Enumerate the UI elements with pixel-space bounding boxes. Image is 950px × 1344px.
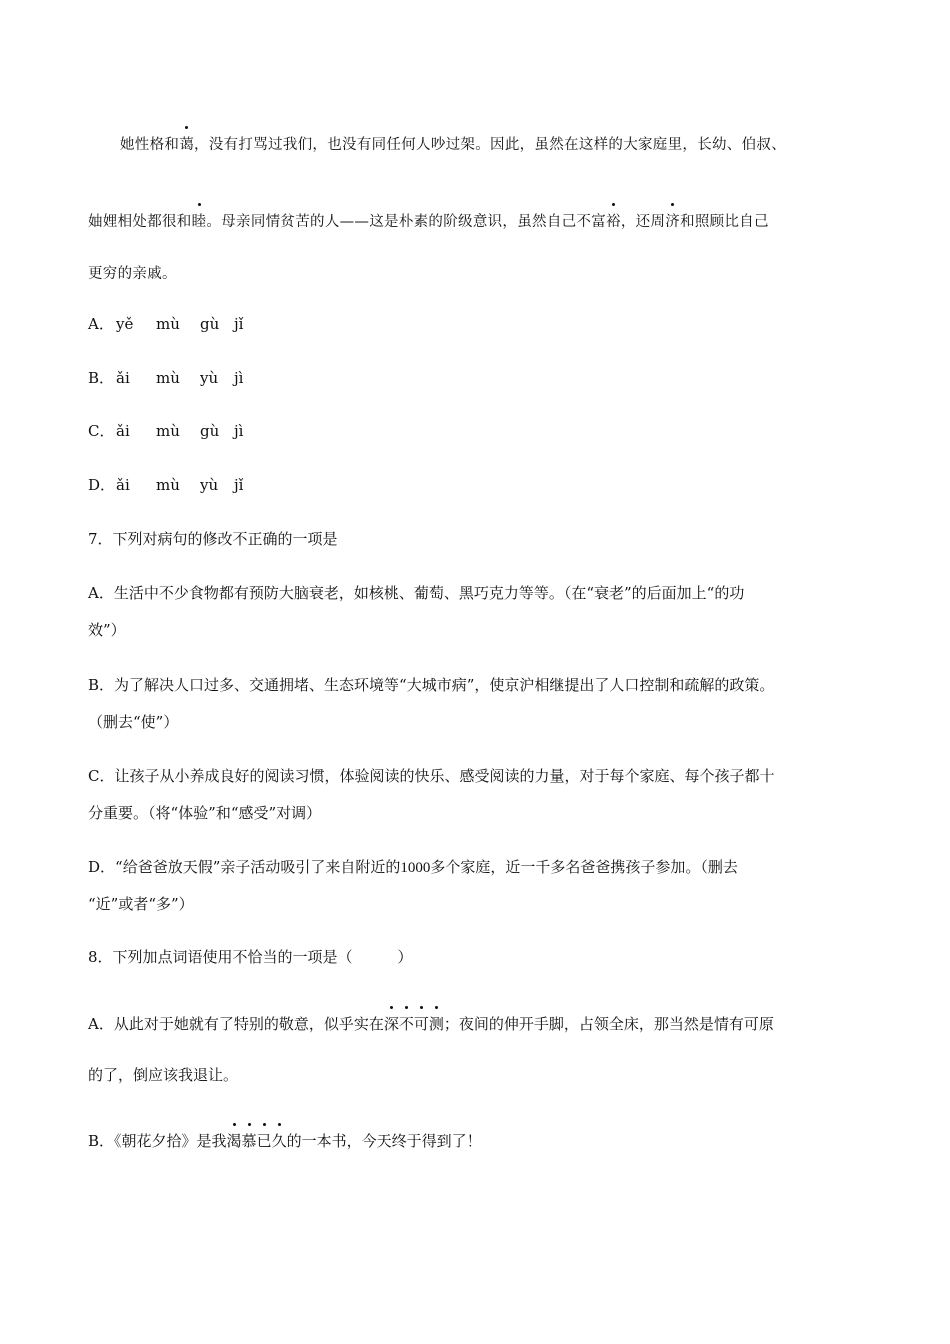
passage-text: 妯娌相处都很和 <box>88 214 192 230</box>
dotted-char: 蔼 <box>179 133 194 154</box>
option-letter: D． <box>88 476 116 494</box>
q7-option-c-line1: C．让孩子从小养成良好的阅读习惯，体验阅读的快乐、感受阅读的力量，对于每个家庭、每个孩子都十 <box>88 767 775 785</box>
passage-text: 。母亲同情贫苦的人——这是朴素的阶级意识，虽然自己不富 <box>206 214 607 230</box>
dotted-char: 慕 <box>241 1132 257 1150</box>
passage-line-1 <box>120 133 786 154</box>
passage-line-2 <box>88 210 769 231</box>
passage-text: ，没有打骂过我们，也没有同任何人吵过架。因此，虽然在这样的大家庭里，长幼、伯叔、 <box>194 137 787 153</box>
option-text: ；夜间的伸开手脚，占领全床，那当然是情有可原 <box>443 1015 774 1033</box>
option-text: A．从此对于她就有了特别的敬意，似乎实在 <box>88 1015 384 1033</box>
q7-option-a-line1: A．生活中不少食物都有预防大脑衰老，如核桃、葡萄、黑巧克力等等。（在“衰老”的后面加上“的功 <box>88 584 745 602</box>
number-text: 1000 <box>400 860 431 876</box>
q6-option-a <box>88 313 274 334</box>
q6-option-c <box>88 420 274 441</box>
q6-option-b <box>88 367 274 388</box>
option-letter: B． <box>88 369 115 387</box>
pinyin: jì <box>234 369 244 387</box>
pinyin: ǎi <box>116 422 130 440</box>
pinyin: mù <box>156 369 180 387</box>
pinyin: yù <box>200 476 219 494</box>
q8-stem: 8．下列加点词语使用不恰当的一项是（ ） <box>88 948 413 966</box>
passage-text: ，还周 <box>620 214 666 230</box>
option-text: D．“给爸爸放天假”亲子活动吸引了来自附近的 <box>88 858 401 876</box>
option-letter: A． <box>88 315 114 333</box>
pinyin: yě <box>116 315 134 333</box>
option-letter: C． <box>88 422 115 440</box>
pinyin: mù <box>156 476 180 494</box>
q7-option-b-line1: B．为了解决人口过多、交通拥堵、生态环境等“大城市病”，使京沪相继提出了人口控制和疏解的政策。 <box>88 676 775 694</box>
pinyin: jì <box>234 422 244 440</box>
dotted-char: 已 <box>256 1132 272 1150</box>
option-text: B．《朝花夕拾》是我 <box>88 1132 227 1150</box>
dotted-char: 深 <box>383 1015 399 1033</box>
pinyin: gù <box>200 422 220 440</box>
q7-option-a-line2: 效”） <box>88 621 126 639</box>
dotted-char: 测 <box>428 1015 444 1033</box>
q8-option-a-line1 <box>88 1013 774 1034</box>
q7-option-d-line2: “近”或者“多”） <box>88 895 194 913</box>
passage-text: 和照顾比自己 <box>680 214 769 230</box>
dotted-char: 久 <box>271 1132 287 1150</box>
q8-option-a-line2: 的了，倒应该我退让。 <box>88 1066 239 1084</box>
pinyin: jǐ <box>234 315 244 333</box>
pinyin: yù <box>200 369 219 387</box>
dotted-char: 裕 <box>606 210 621 231</box>
q7-option-d-line1 <box>88 856 738 877</box>
passage-text: 她性格和 <box>120 137 180 153</box>
q7-option-b-line2: （删去“使”） <box>88 713 179 731</box>
option-text: 多个家庭，近一千多名爸爸携孩子参加。（删去 <box>430 858 738 876</box>
dotted-char: 渴 <box>226 1132 242 1150</box>
dotted-char: 睦 <box>192 210 207 231</box>
q7-option-c-line2: 分重要。（将“体验”和“感受”对调） <box>88 804 322 822</box>
dotted-char: 不 <box>398 1015 414 1033</box>
q7-stem: 7．下列对病句的修改不正确的一项是 <box>88 530 338 548</box>
dotted-char: 济 <box>665 210 680 231</box>
pinyin: mù <box>156 315 180 333</box>
passage-line-3: 更穷的亲戚。 <box>88 266 177 282</box>
pinyin: ǎi <box>116 476 130 494</box>
pinyin: gù <box>200 315 220 333</box>
pinyin: ǎi <box>116 369 130 387</box>
q8-option-b-line1 <box>88 1130 482 1151</box>
dotted-char: 可 <box>413 1015 429 1033</box>
q6-option-d <box>88 474 274 495</box>
option-text: 的一本书，今天终于得到了！ <box>286 1132 482 1150</box>
pinyin: mù <box>156 422 180 440</box>
pinyin: jǐ <box>234 476 244 494</box>
